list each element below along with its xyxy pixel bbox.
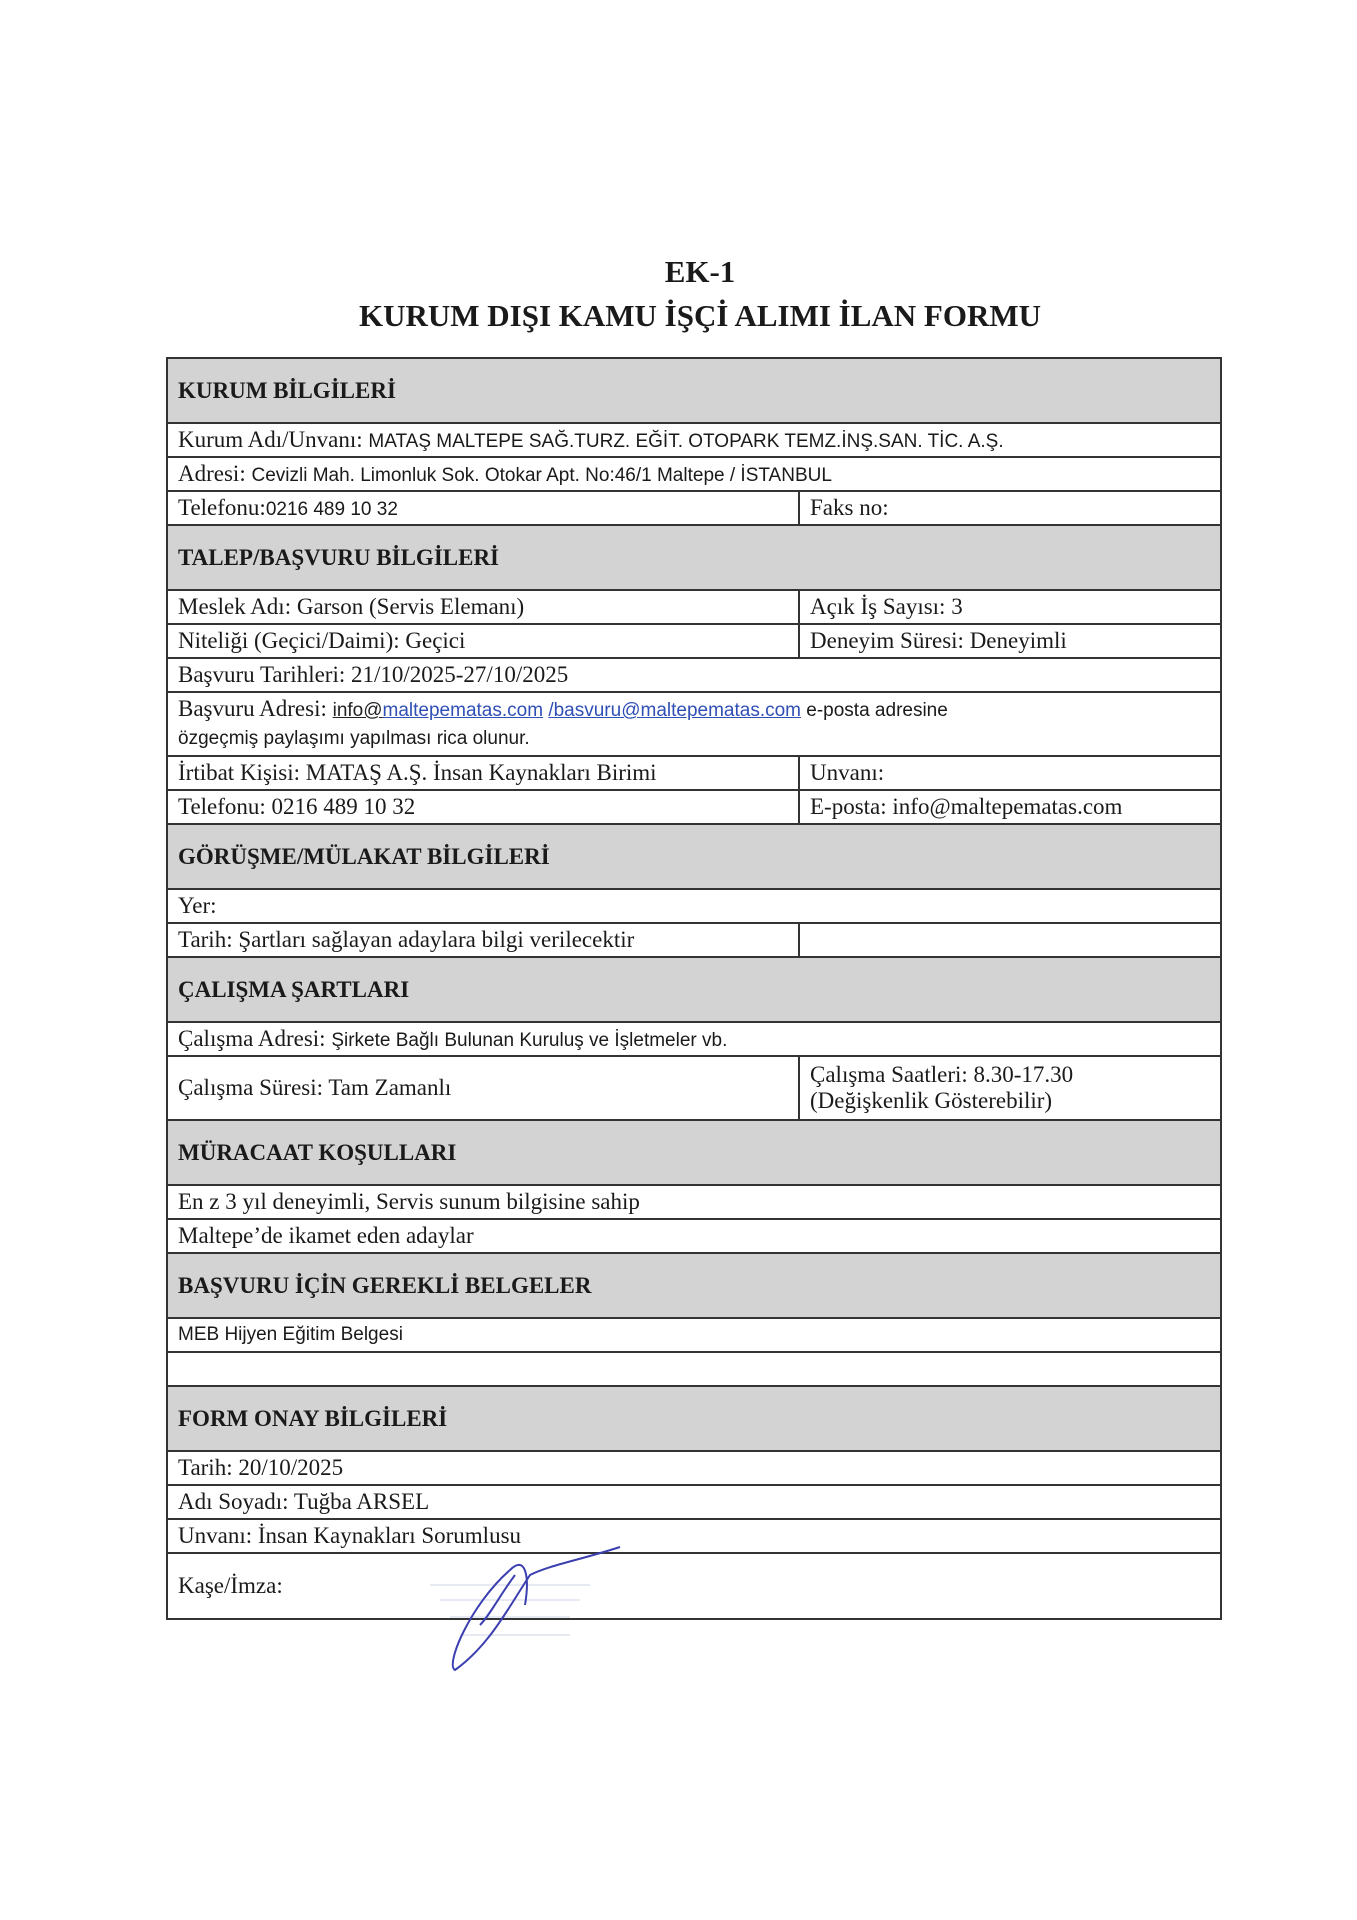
gorusme-tarih: Tarih: Şartları sağlayan adaylara bilgi verilecektir	[167, 923, 799, 957]
basvuru-tarihleri: Başvuru Tarihleri: 21/10/2025-27/10/2025	[167, 658, 1221, 692]
acik-is-sayisi: Açık İş Sayısı: 3	[799, 590, 1221, 624]
belge-item: MEB Hijyen Eğitim Belgesi	[167, 1318, 1221, 1352]
section-belgeler: BAŞVURU İÇİN GEREKLİ BELGELER	[167, 1253, 1221, 1318]
email-link-1[interactable]: maltepematas.com	[382, 700, 544, 721]
kurum-adi: Kurum Adı/Unvanı: MATAŞ MALTEPE SAĞ.TURZ. EĞİT. OTOPARK TEMZ.İNŞ.SAN. TİC. A.Ş.	[167, 423, 1221, 457]
stamp-icon	[430, 1585, 590, 1635]
onay-unvan: Unvanı: İnsan Kaynakları Sorumlusu	[167, 1519, 1221, 1553]
section-muracaat: MÜRACAAT KOŞULLARI	[167, 1120, 1221, 1185]
kurum-telefon: Telefonu:0216 489 10 32	[167, 491, 799, 525]
email-link-prefix[interactable]: info@	[332, 700, 383, 721]
kurum-faks: Faks no:	[799, 491, 1221, 525]
email-link-2[interactable]: /basvuru@maltepematas.com	[548, 700, 801, 721]
irtibat-telefon: Telefonu: 0216 489 10 32	[167, 790, 799, 824]
irtibat-eposta: E-posta: info@maltepematas.com	[799, 790, 1221, 824]
onay-adsoyad: Adı Soyadı: Tuğba ARSEL	[167, 1485, 1221, 1519]
meslek-adi: Meslek Adı: Garson (Servis Elemanı)	[167, 590, 799, 624]
deneyim-suresi: Deneyim Süresi: Deneyimli	[799, 624, 1221, 658]
niteligi: Niteliği (Geçici/Daimi): Geçici	[167, 624, 799, 658]
section-talep: TALEP/BAŞVURU BİLGİLERİ	[167, 525, 1221, 590]
section-onay: FORM ONAY BİLGİLERİ	[167, 1386, 1221, 1451]
irtibat-unvan: Unvanı:	[799, 756, 1221, 790]
gorusme-yer: Yer:	[167, 889, 1221, 923]
calisma-adresi: Çalışma Adresi: Şirkete Bağlı Bulunan Kuruluş ve İşletmeler vb.	[167, 1022, 1221, 1056]
form-table	[166, 357, 1222, 1620]
signature-icon	[453, 1547, 620, 1670]
belge-item	[167, 1352, 1221, 1386]
signature-stamp-image	[430, 1545, 690, 1675]
onay-tarih: Tarih: 20/10/2025	[167, 1451, 1221, 1485]
onay-kase-imza: Kaşe/İmza:	[167, 1553, 1221, 1619]
section-kurum: KURUM BİLGİLERİ	[167, 358, 1221, 423]
irtibat-kisisi: İrtibat Kişisi: MATAŞ A.Ş. İnsan Kaynakları Birimi	[167, 756, 799, 790]
muracaat-item: Maltepe’de ikamet eden adaylar	[167, 1219, 1221, 1253]
calisma-saatleri: Çalışma Saatleri: 8.30-17.30 (Değişkenlik Gösterebilir)	[799, 1056, 1221, 1120]
muracaat-item: En z 3 yıl deneyimli, Servis sunum bilgisine sahip	[167, 1185, 1221, 1219]
form-code: EK-1	[664, 254, 736, 289]
empty-cell	[799, 923, 1221, 957]
section-gorusme: GÖRÜŞME/MÜLAKAT BİLGİLERİ	[167, 824, 1221, 889]
kurum-adres: Adresi: Cevizli Mah. Limonluk Sok. Otokar Apt. No:46/1 Maltepe / İSTANBUL	[167, 457, 1221, 491]
basvuru-adresi: Başvuru Adresi: info@maltepematas.com /basvuru@maltepematas.com e-posta adresine özgeçmiş paylaşımı yapılması rica olunur.	[167, 692, 1221, 756]
form-title: KURUM DIŞI KAMU İŞÇİ ALIMI İLAN FORMU	[358, 298, 1042, 333]
section-calisma: ÇALIŞMA ŞARTLARI	[167, 957, 1221, 1022]
calisma-suresi: Çalışma Süresi: Tam Zamanlı	[167, 1056, 799, 1120]
